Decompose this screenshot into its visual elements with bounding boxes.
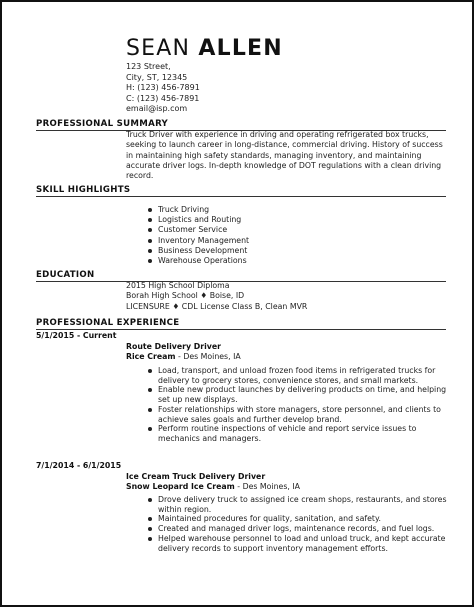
address-city: City, ST, 12345 [126, 72, 188, 82]
job-bullet: Load, transport, and unload frozen food items in refrigerated trucks for delivery to grocery stores, convenience stores, and small markets. [148, 366, 448, 385]
address-street: 123 Street, [126, 62, 171, 71]
home-phone: H: (123) 456-7891 [126, 83, 200, 93]
job-bullet: Perform routine inspections of vehicle and report service issues to mechanics and managers. [148, 424, 448, 443]
education-license: LICENSURE ♦ CDL License Class B, Clean MVR [126, 301, 308, 311]
job-title: Route Delivery Driver [126, 342, 221, 351]
email-address: email@isp.com [126, 104, 188, 114]
job-bullet: Foster relationships with store managers, store personnel, and clients to achieve sales goals and further develop brand. [148, 405, 448, 424]
education-section [36, 270, 446, 280]
education-heading: EDUCATION [36, 270, 95, 280]
skills-heading: SKILL HIGHLIGHTS [36, 185, 131, 195]
job-bullet: Created and managed driver logs, maintenance records, and fuel logs. [148, 524, 448, 534]
job-bullets [148, 495, 448, 553]
last-name: ALLEN [198, 36, 283, 61]
skill-item: Customer Service [148, 225, 249, 235]
summary-heading: PROFESSIONAL SUMMARY [36, 119, 169, 129]
experience-section [36, 318, 446, 328]
skill-item: Logistics and Routing [148, 215, 249, 225]
job-company-line [126, 352, 241, 361]
job-location: - Des Moines, IA [234, 482, 300, 491]
education-diploma: 2015 High School Diploma [126, 281, 230, 290]
summary-text: Truck Driver with experience in driving and operating refrigerated box trucks, seeking to launch career in long-distance, commercial driving. History of success in maintaining high safety standards, managing inventory, and maintaining accurate driver logs. In-depth knowledge of DOT regulations with a clean driving record. [126, 130, 443, 181]
cell-phone: C: (123) 456-7891 [126, 93, 200, 103]
job-bullets [148, 366, 448, 444]
candidate-name [126, 36, 283, 61]
job-bullet: Maintained procedures for quality, sanitation, and safety. [148, 514, 448, 524]
education-details [126, 281, 307, 312]
job-dates: 7/1/2014 - 6/1/2015 [36, 461, 122, 470]
skill-item: Truck Driving [148, 205, 249, 215]
contact-block [126, 62, 200, 115]
skill-item: Inventory Management [148, 236, 249, 246]
skill-item: Business Development [148, 246, 249, 256]
first-name: SEAN [126, 36, 191, 61]
job-location: - Des Moines, IA [175, 352, 241, 361]
job-bullet: Drove delivery truck to assigned ice cream shops, restaurants, and stores within region. [148, 495, 448, 514]
experience-heading: PROFESSIONAL EXPERIENCE [36, 318, 180, 328]
job-title: Ice Cream Truck Delivery Driver [126, 472, 266, 481]
skill-item: Warehouse Operations [148, 256, 249, 266]
job-company: Snow Leopard Ice Cream [126, 482, 235, 491]
section-divider [36, 196, 446, 197]
job-company: Rice Cream [126, 352, 176, 361]
education-school: Borah High School ♦ Boise, ID [126, 291, 245, 301]
summary-section [36, 119, 446, 129]
section-divider [36, 329, 446, 330]
skills-list [148, 205, 249, 266]
job-company-line [126, 482, 300, 491]
skills-section [36, 185, 446, 195]
job-bullet: Enable new product launches by delivering products on time, and helping set up new displays. [148, 385, 448, 404]
job-dates: 5/1/2015 - Current [36, 331, 117, 340]
job-bullet: Helped warehouse personnel to load and unload truck, and kept accurate delivery records to support inventory management efforts. [148, 534, 448, 553]
